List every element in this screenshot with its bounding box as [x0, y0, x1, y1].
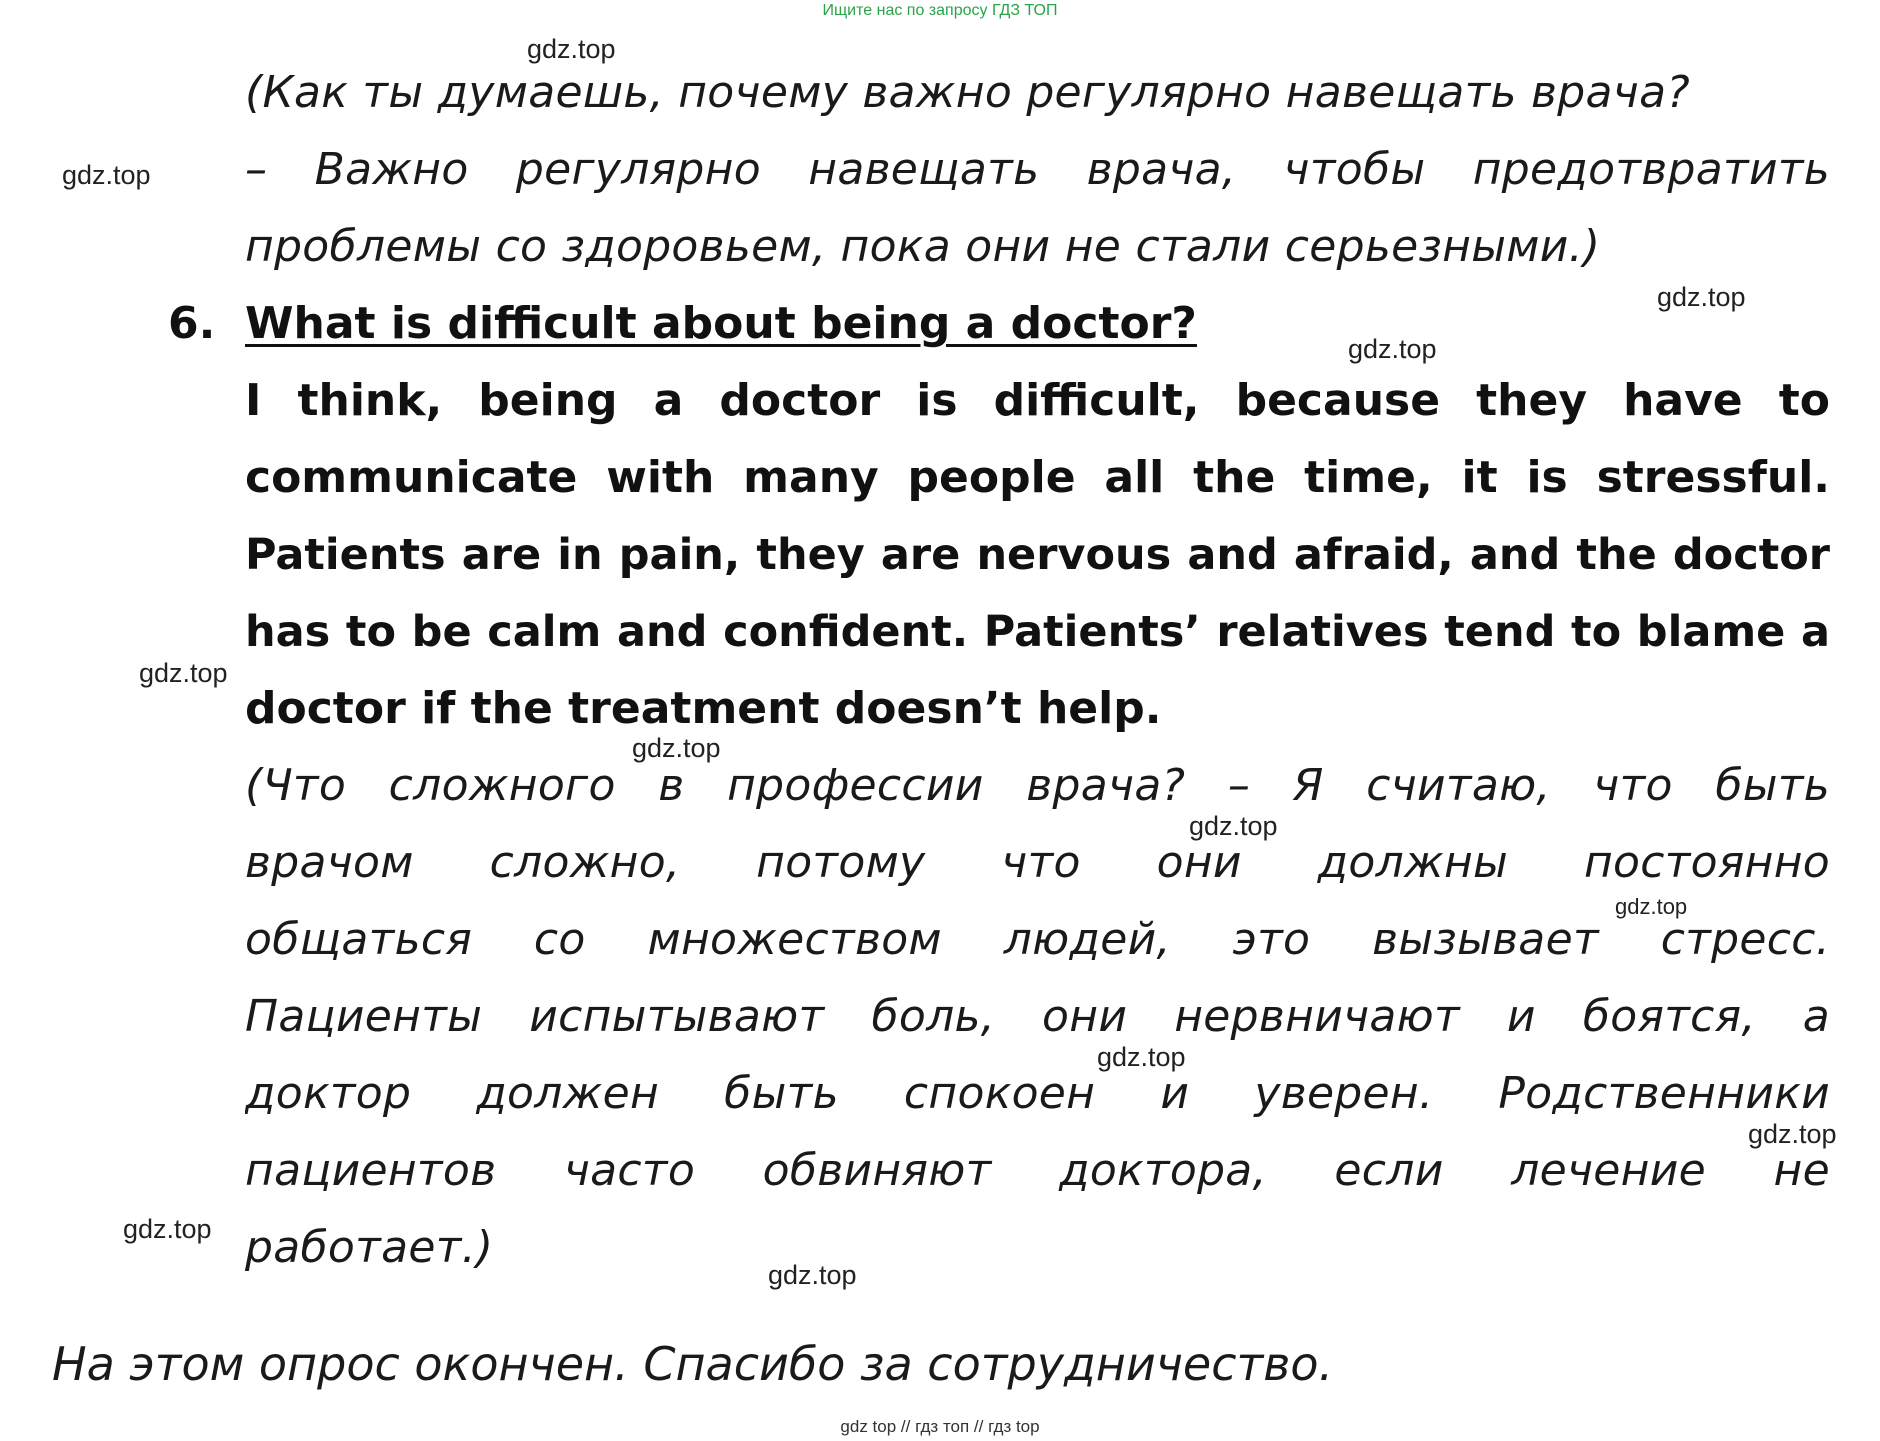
- watermark: gdz.top: [123, 1214, 212, 1244]
- answer-line: doctor if the treatment doesn’t help.: [245, 683, 1162, 734]
- watermark: gdz.top: [527, 34, 616, 64]
- top-banner: Ищите нас по запросу ГДЗ ТОП: [822, 2, 1058, 19]
- question-number: 6.: [168, 298, 216, 349]
- watermark: gdz.top: [1657, 282, 1746, 312]
- answer-line: Patients are in pain, they are nervous and afraid, and the doctor: [245, 530, 1830, 580]
- translation-line: (Что сложного в профессии врача? – Я считаю, что быть: [245, 760, 1830, 811]
- translation-line: пациентов часто обвиняют доктора, если лечение не: [245, 1145, 1830, 1196]
- answer-line: has to be calm and confident. Patients’ relatives tend to blame a: [245, 607, 1830, 657]
- bottom-banner: gdz top // гдз топ // гдз top: [840, 1417, 1040, 1436]
- prev-translation-line: (Как ты думаешь, почему важно регулярно навещать врача?: [245, 67, 1690, 118]
- prev-translation-line: проблемы со здоровьем, пока они не стали серьезными.): [245, 221, 1601, 272]
- translation-line: Пациенты испытывают боль, они нервничают и боятся, а: [245, 991, 1830, 1042]
- translation-line: работает.): [245, 1222, 494, 1273]
- watermark: gdz.top: [1748, 1119, 1837, 1149]
- watermark: gdz.top: [768, 1260, 857, 1290]
- translation-line: врачом сложно, потому что они должны постоянно: [245, 837, 1830, 888]
- watermark: gdz.top: [632, 733, 721, 763]
- question-text: What is difficult about being a doctor?: [245, 298, 1197, 349]
- watermark: gdz.top: [1348, 334, 1437, 364]
- closing-text: На этом опрос окончен. Спасибо за сотрудничество.: [52, 1337, 1334, 1391]
- watermark: gdz.top: [1097, 1042, 1186, 1072]
- prev-translation-line: – Важно регулярно навещать врача, чтобы предотвратить: [245, 144, 1830, 195]
- answer-line: I think, being a doctor is difficult, because they have to: [245, 375, 1830, 426]
- watermark: gdz.top: [1189, 811, 1278, 841]
- watermark: gdz.top: [1615, 894, 1688, 919]
- watermark: gdz.top: [62, 160, 151, 190]
- translation-line: общаться со множеством людей, это вызывает стресс.: [245, 914, 1830, 965]
- answer-line: communicate with many people all the time, it is stressful.: [245, 452, 1830, 503]
- watermark: gdz.top: [139, 658, 228, 688]
- translation-line: доктор должен быть спокоен и уверен. Родственники: [245, 1068, 1830, 1119]
